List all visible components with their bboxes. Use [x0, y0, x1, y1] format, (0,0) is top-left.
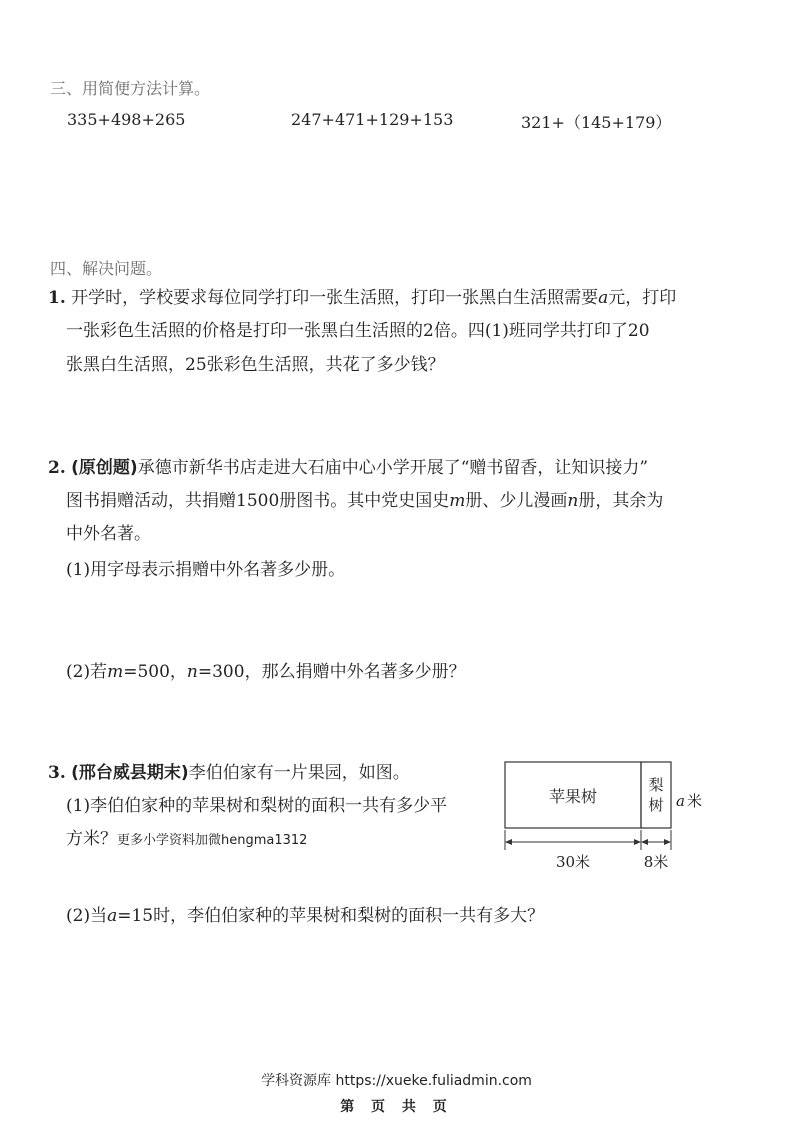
question-2-tag: (原创题)	[71, 458, 138, 478]
question-2-text-1: 承德市新华书店走进大石庙中心小学开展了“赠书留香，让知识接力”	[137, 458, 649, 478]
question-3-tag: (邢台威县期末)	[71, 763, 189, 783]
section-4-title: 四、解决问题。	[50, 259, 163, 278]
footer-source: 学科资源库 https://xueke.fuliadmin.com	[261, 1073, 532, 1089]
question-3-line-1	[48, 757, 410, 790]
arrow-head-right	[664, 839, 671, 845]
question-2-sub-1: (1)用字母表示捐赠中外名著多少册。	[66, 560, 346, 580]
arrow-head-left	[505, 839, 512, 845]
question-2-text-2a: 图书捐赠活动，共捐赠1500册图书。其中党史国史	[66, 491, 450, 511]
question-3-number: 3.	[48, 763, 66, 783]
question-2-line-1	[48, 452, 648, 485]
pear-tree-label-1: 梨	[648, 776, 664, 794]
orchard-diagram	[495, 758, 725, 876]
footer-page: 第 页 共 页	[340, 1099, 453, 1115]
question-3-sub-1-line-2	[66, 823, 307, 857]
question-3-sub-2b: =15时，李伯伯家种的苹果树和梨树的面积一共有多大？	[117, 906, 545, 926]
arrow-head-mid-left	[634, 839, 641, 845]
question-3-sub-1-line-1: (1)李伯伯家种的苹果树和梨树的面积一共有多少平	[66, 796, 448, 816]
pear-tree-area	[641, 762, 671, 828]
variable-n: n	[567, 491, 579, 511]
arrow-head-mid-right	[641, 839, 648, 845]
question-3-text-1: 李伯伯家有一片果园，如图。	[188, 763, 410, 783]
side-length-unit: 米	[687, 792, 703, 810]
question-2-sub-2a: (2)若	[66, 662, 108, 682]
question-2-line-3: 中外名著。	[66, 524, 151, 544]
question-1-line-1	[48, 282, 676, 315]
question-2-sub-2c: =300，那么捐赠中外名著多少册？	[197, 662, 466, 682]
watermark-note: 更多小学资料加微hengma1312	[117, 833, 308, 848]
question-1-number: 1.	[48, 288, 66, 308]
question-3-sub-2	[66, 900, 544, 933]
question-2-number: 2.	[48, 458, 66, 478]
variable-n-2: n	[186, 662, 198, 682]
question-1-text-a: 开学时，学校要求每位同学打印一张生活照，打印一张黑白生活照需要	[71, 288, 599, 308]
variable-a: a	[598, 288, 609, 308]
question-2-text-2b: 册、少儿漫画	[465, 491, 568, 511]
section-3-title: 三、用简便方法计算。	[50, 79, 211, 98]
expression-2: 247+471+129+153	[291, 110, 454, 129]
side-length-variable: a	[676, 792, 685, 810]
question-2-line-2	[66, 485, 663, 518]
question-1-line-3: 张黑白生活照，25张彩色生活照，共花了多少钱？	[66, 355, 445, 375]
width-label-30: 30米	[555, 853, 591, 871]
question-1-text-b: 元，打印	[608, 288, 677, 308]
apple-tree-label: 苹果树	[548, 787, 598, 806]
question-2-text-2c: 册，其余为	[578, 491, 664, 511]
expression-3: 321+（145+179）	[521, 113, 672, 132]
variable-m: m	[449, 491, 466, 511]
width-label-8: 8米	[643, 853, 669, 871]
question-2-sub-2b: =500，	[123, 662, 187, 682]
question-3-sub-2a: (2)当	[66, 906, 108, 926]
question-2-sub-2	[66, 656, 466, 689]
question-3-sub-1-text: 方米？	[66, 829, 117, 849]
variable-m-2: m	[107, 662, 124, 682]
variable-a-2: a	[107, 906, 118, 926]
question-1-line-2: 一张彩色生活照的价格是打印一张黑白生活照的2倍。四(1)班同学共打印了20	[66, 321, 650, 341]
expression-1: 335+498+265	[67, 110, 186, 129]
pear-tree-label-2: 树	[648, 796, 664, 814]
